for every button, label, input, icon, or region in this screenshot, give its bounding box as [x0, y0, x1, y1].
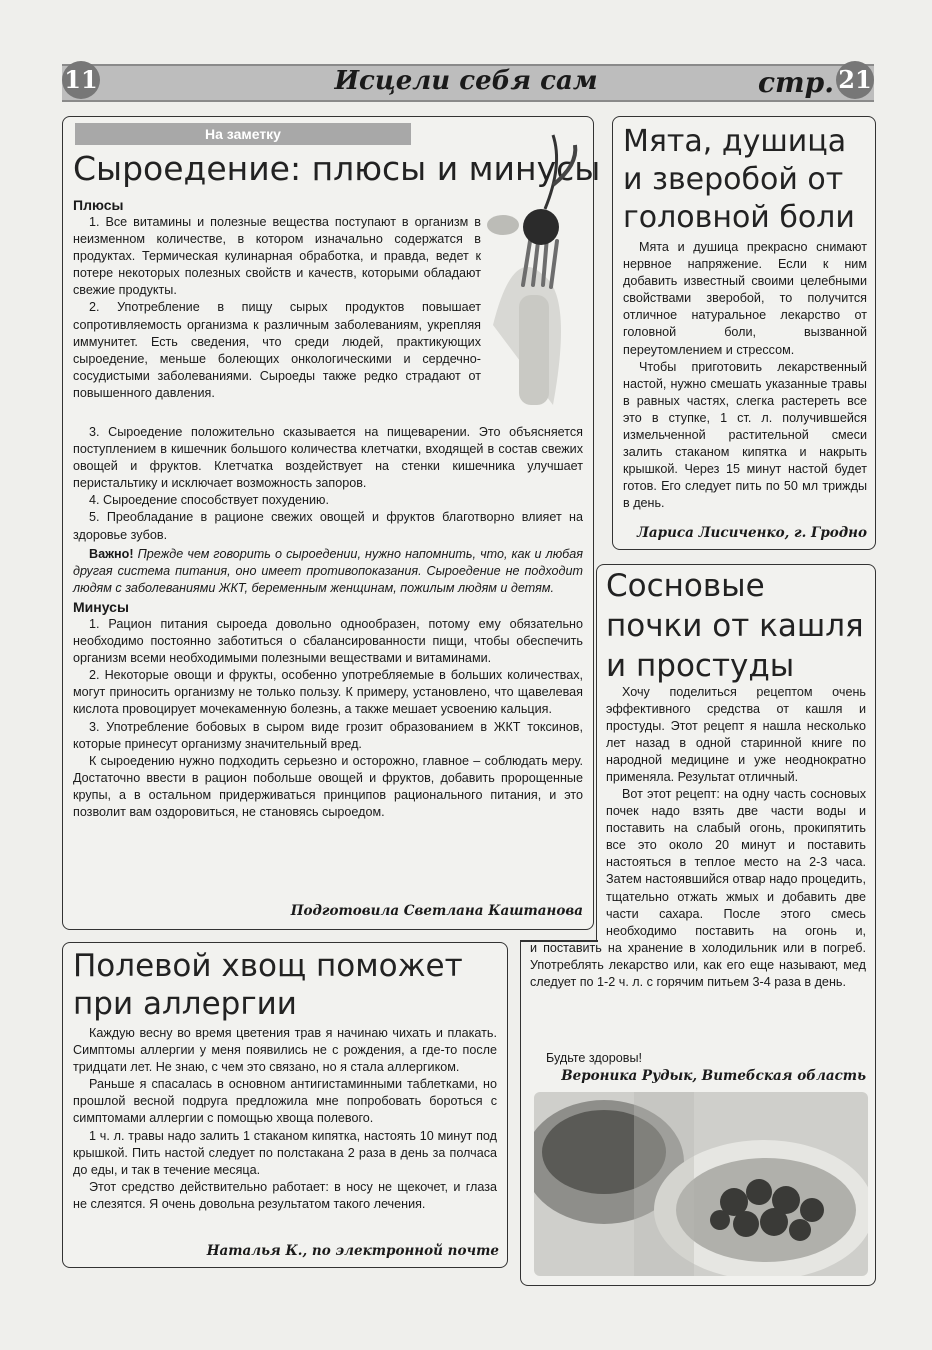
closing: [530, 1050, 866, 1067]
article-body: [606, 684, 866, 787]
signature: Лариса Лисиченко, г. Гродно: [636, 525, 867, 541]
plus-section: [73, 197, 481, 402]
paragraph: 5. Преобладание в рационе свежих овощей и фруктов благотворно влияет на здоровье зубов.: [73, 510, 583, 542]
article-title: Сыроедение: плюсы и минусы: [73, 149, 601, 188]
paragraph: 1 ч. л. травы надо залить 1 стаканом кипятка, настоять 10 минут под крышкой. Пить настой следует по полстакана 2 раза в день за полчаса до еды, и так в течение месяца.: [73, 1128, 497, 1177]
article-raw-food: [62, 116, 601, 930]
important-note: [73, 546, 583, 597]
fork-illustration: [483, 125, 583, 425]
article-body: [623, 239, 867, 513]
paragraph: 2. Некоторые овощи и фрукты, особенно употребляемые в больших количествах, могут приносить организму не только пользу. К примеру, установлено, что щавелевая кислота провоцирует мочекаменную болезнь, а также мешает усвоению кальция.: [73, 668, 583, 717]
paragraph: 1. Рацион питания сыроеда довольно однообразен, потому ему обязательно необходимо постоянно заботиться о сбалансированности пищи, чтобы обеспечить организм всеми необходимыми полезными веществами и витаминами.: [73, 616, 583, 666]
plus-section-continued: [73, 424, 583, 821]
article-body-upper: [606, 786, 866, 940]
minus-heading: Минусы: [73, 598, 129, 615]
paragraph: и поставить на хранение в холодильник или в погреб. Употреблять лекарство или, как его еще называют, мед следует по 1-2 ч. л. с горячим питьем 3-4 раза в день.: [530, 940, 866, 990]
paragraph: Мята и душица прекрасно снимают нервное напряжение. Если к ним добавить известный своими целебными свойствами зверобой, то получится отличное натуральное лекарство от головной боли, вызванной переутомлением и стрессом.: [623, 240, 867, 357]
plus-heading: Плюсы: [73, 197, 124, 213]
paragraph: 1. Все витамины и полезные вещества поступают в организм в неизменном количестве, в котором изначально содержатся в продуктах. Термическая кулинарная обработка, и правда, ведет к потере некоторых полезных свойств и качеств, которыми обладают свежие продукты.: [73, 215, 481, 298]
paragraph: Раньше я спасалась в основном антигистаминными таблетками, но прошлой весной подруга предложила мне попробовать бороться с симптомами аллергии с помощью хвоща полевого.: [73, 1077, 497, 1126]
article-horsetail: [62, 942, 508, 1268]
paragraph: Будьте здоровы!: [546, 1051, 643, 1065]
article-body-lower: [530, 940, 866, 1044]
paragraph: Хочу поделиться рецептом очень эффективного средства от кашля и простуды. Этот рецепт я нашла несколько лет назад в одной старинной книге по народной медицине и уже неоднократно применяла. Результат отличный.: [606, 685, 866, 785]
signature: Вероника Рудык, Витебская область: [561, 1068, 866, 1084]
paragraph: 4. Сыроедение способствует похудению.: [89, 493, 329, 508]
page-number-right: 21: [836, 61, 874, 99]
page-number-left: 11: [62, 61, 100, 99]
paragraph: 3. Употребление бобовых в сыром виде грозит образованием в ЖКТ токсинов, которые принесут организму значительный вред.: [73, 719, 583, 751]
pine-buds-jar-photo: [534, 1092, 868, 1276]
article-title: Полевой хвощ поможет при аллергии: [73, 948, 463, 1022]
paragraph: Чтобы приготовить лекарственный настой, нужно смешать указанные травы в равных частях, слегка растереть все это в ступке, 1 ст. л. получившейся измельченной растительной смеси залить стаканом кипятка и накрыть крышкой. Через 15 минут настой будет готов. Его следует пить по 50 мл трижды в день.: [623, 359, 867, 511]
article-title: Сосновые почки от кашля и простуды: [606, 568, 864, 684]
section-title: Исцели себя сам: [334, 66, 598, 96]
important-label: Важно!: [89, 546, 134, 561]
paragraph: 3. Сыроедение положительно сказывается на пищеварении. Это объясняется поступлением в кишечник большого количества клетчатки, входящей в состав свежих овощей и фруктов. Клетчатка воздействует на стенки кишечника улучшает перистальтику и исключает возможность запоров.: [73, 425, 583, 491]
article-title: Мята, душица и зверобой от головной боли: [623, 124, 855, 235]
paragraph: К сыроедению нужно подходить серьезно и осторожно, главное – соблюдать меру. Достаточно ввести в рацион побольше овощей и фруктов, добавить пророщенные крупы, а в остальном придерживаться принципов рационального питания, и это позволит вам оздоровиться, не становясь сыроедом.: [73, 753, 583, 819]
paragraph: Каждую весну во время цветения трав я начинаю чихать и плакать. Симптомы аллергии у меня появились не с рождения, а где-то после тридцати лет. Не знаю, с чем это связано, но я стала аллергиком.: [73, 1026, 497, 1075]
article-tag: На заметку: [75, 123, 411, 145]
article-body: [73, 1025, 497, 1213]
important-text: Прежде чем говорить о сыроедении, нужно напомнить, что, как и любая другая система питания, оно имеет противопоказания. Сыроедение не подходит людям с заболеваниями ЖКТ, беременным женщинам, пожилым людям и детям.: [73, 546, 583, 595]
page-label: стр.: [758, 66, 835, 99]
paragraph: 2. Употребление в пищу сырых продуктов повышает сопротивляемость организма к различным заболеваниям, укрепляя иммунитет. Есть сведения, что среди людей, практикующих сыроедение, меньше болеющих онкологическими и сердечно-сосудистыми заболеваниями. Сыроеды также редко страдают от повышенного давления.: [73, 300, 481, 400]
signature: Наталья К., по электронной почте: [206, 1243, 499, 1259]
paragraph: Вот этот рецепт: на одну часть сосновых почек надо взять две части воды и поставить на слабый огонь, прокипятить все это около 20 минут и поставить настояться в теплое место на 2-3 часа. Затем настоявшийся отвар надо процедить, тщательно отжать жмых и добавить две части сахара. После этого смесь необходимо поставить на огонь и,: [606, 787, 866, 938]
paragraph: Этот средство действительно работает: в носу не щекочет, и глаза не слезятся. Я очень довольна результатом такого лечения.: [73, 1179, 497, 1211]
signature: Подготовила Светлана Каштанова: [290, 903, 583, 919]
article-mint: [612, 116, 876, 550]
